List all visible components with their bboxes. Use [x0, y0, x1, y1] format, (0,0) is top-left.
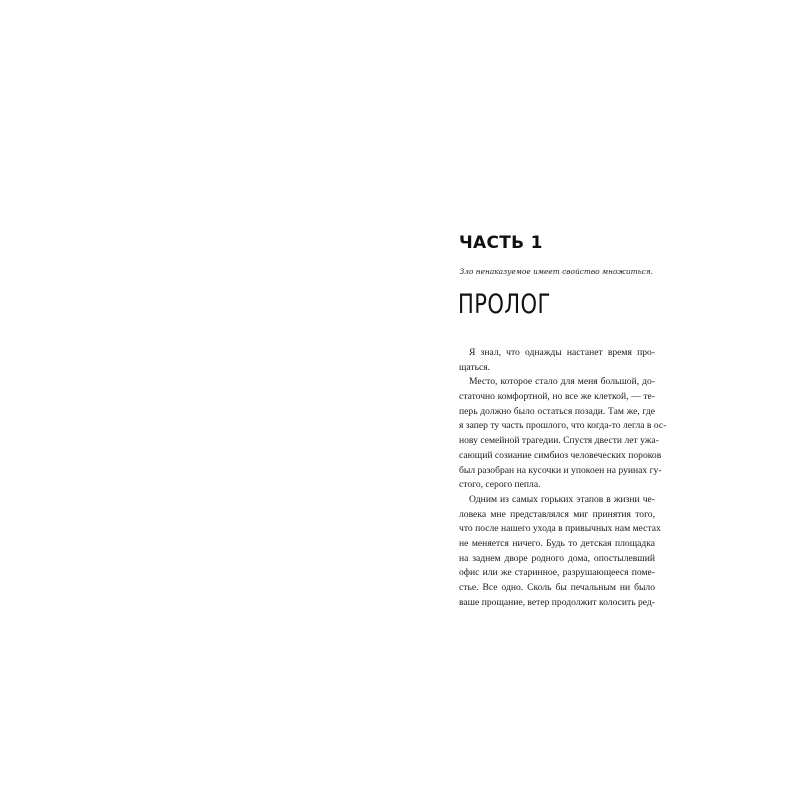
- text-line: Я знал, что однажды настанет время про-: [469, 347, 655, 358]
- text-line: что после нашего ухода в привычных нам местах: [459, 523, 661, 535]
- text-line: на заднем дворе родного дома, опостылевший: [459, 552, 655, 564]
- chapter-title: ПРОЛОГ: [458, 289, 551, 320]
- text-line: был разобран на кусочки и упокоен на руинах гу-: [459, 464, 662, 476]
- text-line: ваше прощание, ветер продолжит колосить ред-: [459, 596, 655, 608]
- text-line: стого, серого пепла.: [459, 479, 541, 491]
- text-line: офис или же старинное, разрушающееся поме-: [459, 567, 655, 579]
- text-line: ловека мне представлялся миг принятия того,: [459, 508, 655, 520]
- text-line: Место, которое стало для меня большой, до-: [469, 376, 655, 388]
- body-text: [459, 346, 667, 610]
- text-line: щаться.: [459, 361, 491, 373]
- part-title: ЧАСТЬ 1: [459, 233, 543, 253]
- text-line: нову семейной трагедии. Спустя двести лет ужа-: [459, 435, 659, 447]
- text-line: Одним из самых горьких этапов в жизни че-: [469, 493, 655, 505]
- text-line: сающий созиание симбиоз человеческих пороков: [459, 449, 662, 461]
- text-line: статочно комфортной, но все же клеткой, — те-: [459, 391, 655, 403]
- text-line: перь должно было остаться позади. Там же, где: [459, 405, 655, 417]
- text-line: стье. Все одно. Сколь бы печальным ни было: [459, 582, 655, 593]
- text-line: я запер ту часть прошлого, что когда-то легла в ос-: [459, 420, 667, 432]
- epigraph: Зло ненаказуемое имеет свойство множиться.: [459, 267, 653, 276]
- text-line: не меняется ничего. Будь то детская площадка: [459, 537, 655, 549]
